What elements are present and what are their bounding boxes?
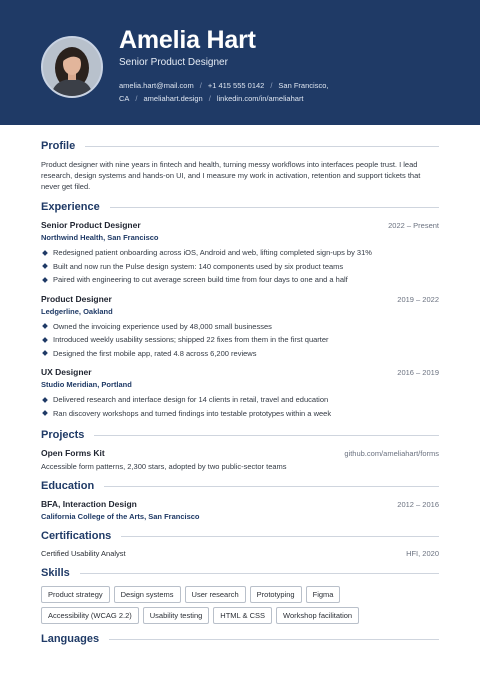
resume-header <box>0 0 480 125</box>
portrait-photo <box>43 38 101 96</box>
contact-separator: / <box>208 94 211 103</box>
bullet-icon <box>42 350 48 356</box>
section-title: Certifications <box>41 530 112 542</box>
achievement-bullet: Delivered research and interface design for 14 clients in retail, travel and education <box>41 393 439 407</box>
bullet-icon <box>42 323 48 329</box>
bullet-icon <box>42 337 48 343</box>
skill-list <box>41 586 439 624</box>
experience-section <box>41 201 439 420</box>
contact-separator: / <box>135 94 138 103</box>
job-dates: 2022 – Present <box>388 221 439 230</box>
section-title: Experience <box>41 201 100 213</box>
certification-issuer: HFI, 2020 <box>406 549 439 558</box>
skill-chip: Workshop facilitation <box>276 607 359 624</box>
job-title: Senior Product Designer <box>41 220 141 230</box>
experience-entry <box>41 294 439 361</box>
phone-number[interactable]: +1 415 555 0142 <box>207 81 265 90</box>
location: San Francisco, CA <box>119 81 329 103</box>
achievement-bullet: Redesigned patient onboarding across iOS, Android and web, lifting completed sign-ups by 31% <box>41 246 439 260</box>
achievement-bullet: Introduced weekly usability sessions; shipped 22 fixes from them in the first quarter <box>41 333 439 347</box>
contact-line <box>119 79 449 105</box>
skill-chip: Prototyping <box>250 586 302 603</box>
degree: BFA, Interaction Design <box>41 499 137 509</box>
company: Northwind Health, San Francisco <box>41 233 159 242</box>
profile-text: Product designer with nine years in fintech and health, turning messy workflows into interfaces people trust. I lead research, design systems and hands-on UI, and I measure my work in activation, retention and support tickets that never get filed. <box>41 160 421 191</box>
bullet-icon <box>42 277 48 283</box>
contact-separator: / <box>270 81 273 90</box>
achievement-bullet: Ran discovery workshops and turned findings into testable prototypes within a week <box>41 407 439 421</box>
section-divider <box>80 573 439 574</box>
section-title: Languages <box>41 633 100 645</box>
contact-separator: / <box>199 81 202 90</box>
bullet-icon <box>42 410 48 416</box>
certification-entry <box>41 549 439 558</box>
company: Ledgerline, Oakland <box>41 306 113 316</box>
projects-section <box>41 429 439 471</box>
candidate-name: Amelia Hart <box>119 26 256 54</box>
bullet-icon <box>42 250 48 256</box>
section-title: Education <box>41 480 95 492</box>
skill-chip: Product strategy <box>41 586 110 603</box>
section-divider <box>121 536 439 537</box>
experience-entry <box>41 367 439 420</box>
linkedin-link[interactable]: linkedin.com/in/ameliahart <box>216 94 304 103</box>
bullet-icon <box>42 397 48 403</box>
education-section <box>41 480 439 521</box>
achievement-bullet: Paired with engineering to cut average screen build time from four days to one and a half <box>41 273 439 287</box>
project-link[interactable]: github.com/ameliahart/forms <box>344 449 439 458</box>
section-title: Projects <box>41 429 85 441</box>
profile-section <box>41 140 439 192</box>
skill-chip: Design systems <box>114 586 181 603</box>
job-title: Product Designer <box>41 293 112 304</box>
skill-chip: Figma <box>306 586 341 603</box>
section-title: Skills <box>41 567 70 579</box>
skill-chip: Accessibility (WCAG 2.2) <box>41 607 139 624</box>
company: Studio Meridian, Portland <box>41 380 132 389</box>
section-divider <box>94 435 439 436</box>
achievement-bullet: Owned the invoicing experience used by 48,000 small businesses <box>41 320 439 334</box>
project-entry <box>41 448 439 471</box>
skills-section <box>41 567 439 624</box>
skill-chip: HTML & CSS <box>213 607 272 624</box>
project-description: Accessible form patterns, 2,300 stars, adopted by two public-sector teams <box>41 462 287 471</box>
section-divider <box>109 639 439 640</box>
experience-entry <box>41 220 439 287</box>
project-title: Open Forms Kit <box>41 448 105 458</box>
achievement-bullet: Built and now run the Pulse design system: 140 components used by six product teams <box>41 260 439 274</box>
languages-section <box>41 633 439 645</box>
bullet-icon <box>42 263 48 269</box>
section-divider <box>110 207 439 208</box>
job-dates: 2019 – 2022 <box>397 294 439 304</box>
job-dates: 2016 – 2019 <box>397 368 439 377</box>
skill-chip: User research <box>185 586 246 603</box>
section-divider <box>85 146 439 147</box>
avatar <box>41 36 103 98</box>
education-entry <box>41 499 439 521</box>
website-link[interactable]: ameliahart.design <box>143 94 203 103</box>
skill-chip: Usability testing <box>143 607 210 624</box>
school: California College of the Arts, San Francisco <box>41 512 200 521</box>
resume-body <box>41 140 439 654</box>
education-dates: 2012 – 2016 <box>397 500 439 509</box>
achievement-bullet: Designed the first mobile app, rated 4.8 across 6,200 reviews <box>41 347 439 361</box>
certification-name: Certified Usability Analyst <box>41 549 126 558</box>
certifications-section <box>41 530 439 558</box>
email-link[interactable]: amelia.hart@mail.com <box>119 81 194 90</box>
section-divider <box>104 486 439 487</box>
job-title: UX Designer <box>41 367 92 377</box>
section-title: Profile <box>41 140 76 152</box>
candidate-role: Senior Product Designer <box>119 57 228 68</box>
